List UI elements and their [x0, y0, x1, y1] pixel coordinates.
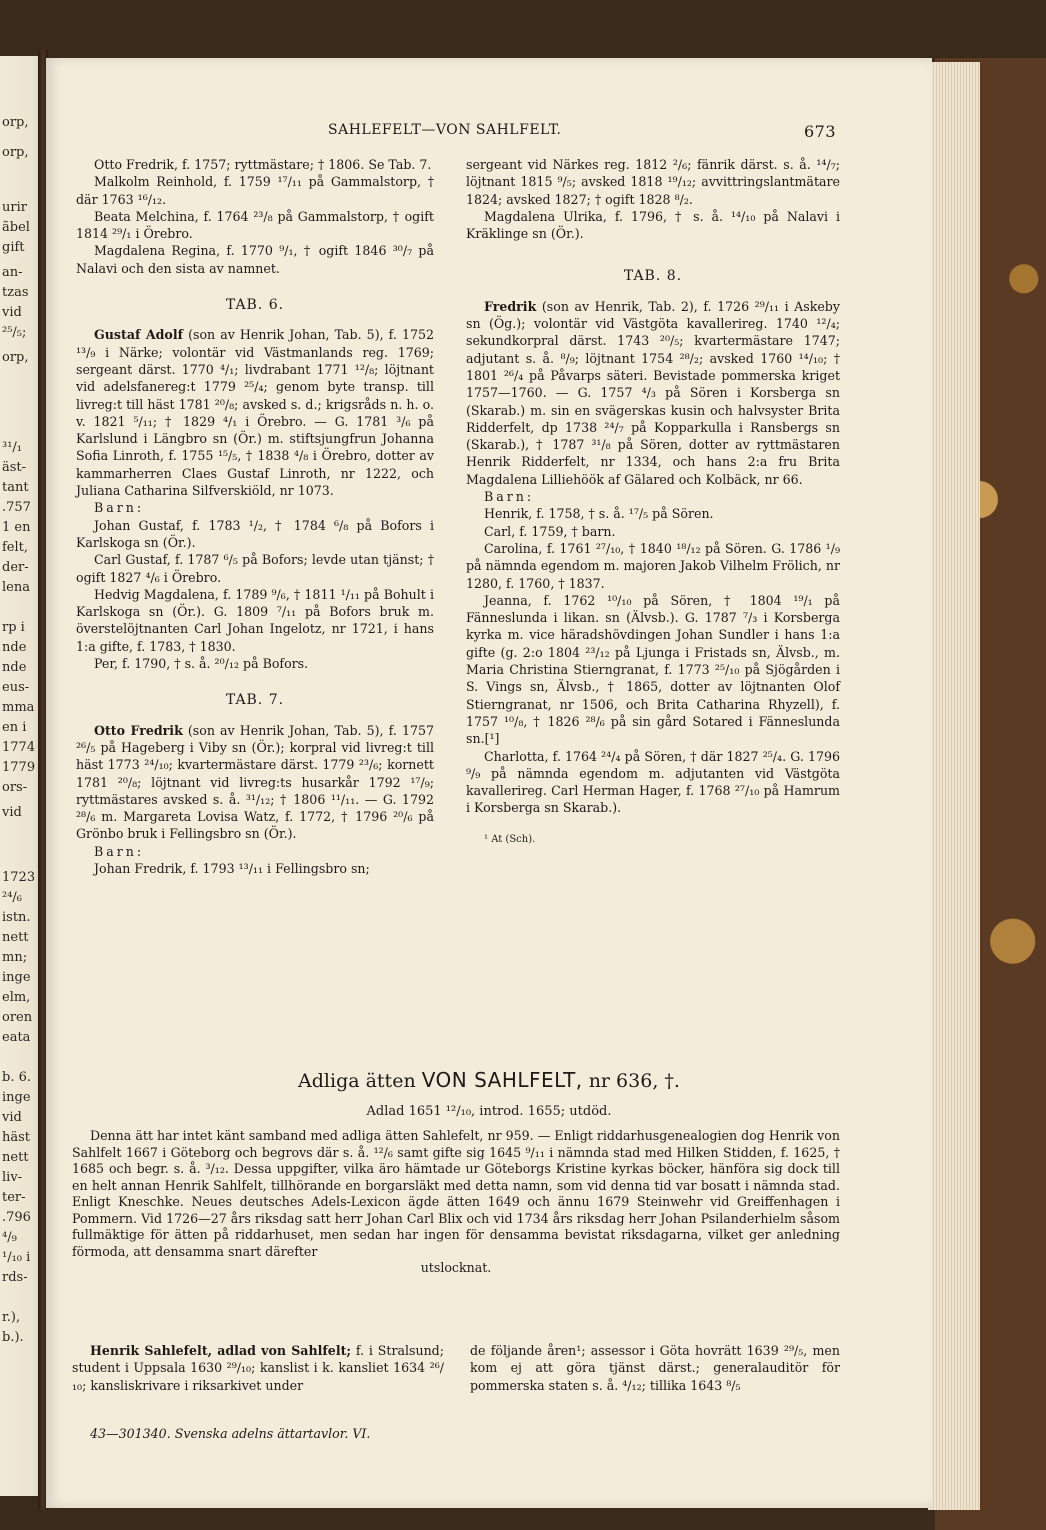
adjacent-page-fragment: felt, [2, 540, 29, 555]
adjacent-page-fragment: vid [2, 805, 22, 820]
adjacent-page-fragment: .796 [2, 1210, 31, 1225]
adjacent-page-fragment: häst [2, 1130, 31, 1145]
tab8-child: Carl, f. 1759, † barn. [484, 523, 616, 539]
left-column [76, 156, 434, 877]
entry-magdalena-ulrika: Magdalena Ulrika, f. 1796, † s. å. ¹⁴/₁₀ på Nalavi i Kräklinge sn (Ör.). [466, 208, 840, 242]
tab8-child: Henrik, f. 1758, † s. å. ¹⁷/₅ på Sören. [484, 506, 714, 522]
tab8-barn: Barn: [484, 489, 535, 505]
henrik-continued: de följande åren¹; assessor i Göta hovrätt 1639 ²⁹/₅, men kom ej att göra tjänst därst.; generalauditör för pommerska staten s. å. ⁴/₁₂; tillika 1643 ⁸/₅ [470, 1343, 840, 1393]
tab6-main [76, 326, 434, 499]
adjacent-page-fragment: inge [2, 970, 31, 985]
printer-signature [90, 1426, 370, 1441]
section-paragraph-text: Denna ätt har intet känt samband med adliga ätten Sahlefelt, nr 959. — Enligt riddarhusgenealogien dog Henrik von Sahlfelt 1667 i Göteborg och begrovs där s. å. ¹²/₆ samt gifte sig 1645 ⁹/₁₁ i nämnda stad med Hilken Stidden, f. 1625, † 1685 och begr. s. å. ³/₁₂. Dessa uppgifter, vilka äro hämtade ur Göteborgs Kristine kyrkas böcker, hänföra sig dock till en helt annan Henrik Sahlfelt, tillhörande en borgarsläkt med detta namn, som vid denna tid var bosatt i nämnda stad. Enligt Kneschke. Neues deutsches Adels-Lexicon ägde ätten 1649 och ännu 1679 Steinwehr vid Greiffenhagen i Pommern. Vid 1726—27 års riksdag satt herr Johan Carl Blix och vid 1734 års riksdag herr Johan Psilanderhielm såsom fullmäktige för ätten på riddarhuset, men sedan har ingen för densamma bevistat riksdagarna, vilket ger anledning förmoda, att densamma snart därefter [72, 1128, 840, 1259]
adjacent-page-fragment: eus- [2, 680, 30, 695]
adjacent-page-fragment: oren [2, 1010, 33, 1025]
adjacent-page-fragment: liv- [2, 1170, 23, 1185]
henrik-name: Henrik Sahlefelt, adlad von Sahlfelt; [90, 1343, 352, 1358]
adjacent-page-fragment: tzas [2, 285, 29, 300]
adjacent-page-fragment: nde [2, 640, 27, 655]
adjacent-page-fragment: tant [2, 480, 29, 495]
adjacent-page-fragment: lena [2, 580, 30, 595]
adjacent-page-fragment: ors- [2, 780, 28, 795]
adjacent-page-fragment: inge [2, 1090, 31, 1105]
running-header [46, 122, 932, 144]
adjacent-page-fragment: nde [2, 660, 27, 675]
adjacent-page-fragment: istn. [2, 910, 31, 925]
section-title-prefix: Adliga ätten [298, 1070, 422, 1092]
adjacent-page-fragment: ⁴/₉ [2, 1230, 17, 1245]
adjacent-page-fragment: rp i [2, 620, 25, 635]
henrik-text: f. i Stralsund; student i Uppsala 1630 ²⁹/₁₀; kanslist i k. kansliet 1634 ²⁶/₁₀; kansliskrivare i riksarkivet under [72, 1343, 444, 1393]
adjacent-page-fragment: ter- [2, 1190, 26, 1205]
tab6-name: Gustaf Adolf [94, 327, 184, 343]
entry-beata: Beata Melchina, f. 1764 ²³/₈ på Gammalstorp, † ogift 1814 ²⁹/₁ i Örebro. [76, 208, 434, 242]
adjacent-page-fragment: ²⁵/₅; [2, 325, 27, 340]
adjacent-page-fragment: vid [2, 305, 22, 320]
henrik-entry [72, 1342, 444, 1394]
tab6-child: Carl Gustaf, f. 1787 ⁶/₅ på Bofors; levde utan tjänst; † ogift 1827 ⁴/₆ i Örebro. [76, 552, 434, 585]
adjacent-page-fragment: mma [2, 700, 35, 715]
tab8-child: Jeanna, f. 1762 ¹⁰/₁₀ på Sören, † 1804 ¹⁹/₁ på Fänneslunda i likan. sn (Älvsb.). G. 1787 ⁷/₃ i Korsberga kyrka m. vice häradshövdingen Johan Sundler i hans 1:a gifte (g. 2:o 1804 ²³/₁₂ på Ljunga i Fristads sn, Älvsb., m. Maria Christina Stierngranat, f. 1773 ²⁵/₁₀ på Sjögården i S. Vings sn, Älvsb., † 1865, dotter av löjtnanten Olof Stierngranat, nr 1506, och Brita Catharina Rhyzell), f. 1757 ¹⁰/₈, † 1826 ²⁸/₆ på sin gård Sotared i Fänneslunda sn.[¹] [466, 592, 840, 747]
adjacent-page-fragment: en i [2, 720, 27, 735]
tab8-text: (son av Henrik, Tab. 2), f. 1726 ²⁹/₁₁ i Askeby sn (Ög.); volontär vid Västgöta kavallerireg. 1740 ¹²/₄; sekundkorpral därst. 1743 ²⁰/₅; kvartermästare 1747; adjutant s. å. ⁸/₉; löjtnant 1754 ²⁸/₂; avsked 1760 ¹⁴/₁₀; † 1801 ²⁶/₄ på Påvarps säteri. Bevistade pommerska kriget 1757—1760. — G. 1757 ⁴/₃ på Sören i Korsberga sn (Skarab.) m. sin en svägerskas kusin och halvsyster Brita Ridderfelt, dp 1738 ²⁴/₇ på Kopparkulla i Ransbergs sn (Skarab.), † 1787 ³¹/₈ på Sören, dotter av ryttmästaren Henrik Ridderfelt, nr 1334, och hans 2:a fru Brita Magdalena Lilliehöök af Gälared och Kolbäck, nr 66. [466, 298, 840, 487]
bottom-right-column [470, 1342, 840, 1394]
adjacent-page-fragment: elm, [2, 990, 31, 1005]
adjacent-page-fragment: nett [2, 930, 29, 945]
entry-otto: Otto Fredrik, f. 1757; ryttmästare; † 1806. Se Tab. 7. [94, 157, 432, 172]
right-column [466, 156, 840, 848]
adjacent-page-fragment: an- [2, 265, 23, 280]
adjacent-page-fragment: ²⁴/₆ [2, 890, 23, 905]
adjacent-page-fragment: äst- [2, 460, 27, 475]
adjacent-page-fragment: vid [2, 1110, 22, 1125]
entry-magdalena-regina: Magdalena Regina, f. 1770 ⁹/₁, † ogift 1846 ³⁰/₇ på Nalavi och den sista av namnet. [76, 243, 434, 276]
tab8-heading: TAB. 8. [623, 268, 683, 285]
adjacent-page-fragment: ³¹/₁ [2, 440, 23, 455]
adjacent-page-fragment: ¹/₁₀ i [2, 1250, 31, 1265]
adjacent-page-fragment: orp, [2, 145, 29, 160]
tab6-child: Per, f. 1790, † s. å. ²⁰/₁₂ på Bofors. [94, 656, 309, 672]
adjacent-page-fragment: urir [2, 200, 27, 215]
page-number: 673 [803, 122, 836, 141]
tab7-child: Johan Fredrik, f. 1793 ¹³/₁₁ i Fellingsbro sn; [94, 860, 370, 876]
tab6-text: (son av Henrik Johan, Tab. 5), f. 1752 ¹³/₉ i Närke; volontär vid Västmanlands reg. 1769; sergeant därst. 1770 ⁴/₁; livdrabant 1771 ¹²/₈; löjtnant vid adelsfanereg:t 1779 ²⁵/₄; genom byte transp. till livreg:t till häst 1781 ²⁰/₈; avsked s. d.; krigsråds n. h. o. v. 1821 ⁵/₁₁; † 1829 ⁴/₁ i Örebro. — G. 1781 ³/₆ på Karlslund i Längbro sn (Ör.) m. stiftsjungfrun Johanna Sofia Linroth, f. 1755 ¹⁵/₅, † 1838 ⁴/₈ i Örebro, dotter av kammarherren Claes Gustaf Linroth, nr 1222, och Juliana Catharina Silfverskiöld, nr 1073. [76, 327, 435, 499]
adjacent-page-fragment: .757 [2, 500, 31, 515]
adjacent-page-fragment: gift [2, 240, 25, 255]
entry-sergeant: sergeant vid Närkes reg. 1812 ²/₆; fänrik därst. s. å. ¹⁴/₇; löjtnant 1815 ⁹/₅; avsked 1818 ¹⁹/₁₂; avvittringslantmätare 1824; avsked 1827; † ogift 1828 ⁸/₂. [466, 157, 840, 207]
adjacent-page-fragment: 1779 [2, 760, 36, 775]
book-page [46, 58, 932, 1508]
adjacent-page-fragment: b.). [2, 1330, 24, 1345]
tab8-name: Fredrik [484, 298, 537, 314]
adjacent-page-fragment: nett [2, 1150, 29, 1165]
tab8-child: Charlotta, f. 1764 ²⁴/₄ på Sören, † där 1827 ²⁵/₄. G. 1796 ⁹/₉ på nämnda egendom m. adjutanten vid Västgöta kavallerireg. Carl Herman Hager, f. 1768 ²⁷/₁₀ på Hamrum i Korsberga sn Skarab.). [466, 748, 840, 816]
section-title [46, 1068, 932, 1092]
tab7-main [76, 722, 434, 843]
adjacent-page-fragment: b. 6. [2, 1070, 31, 1085]
tab6-child: Johan Gustaf, f. 1783 ¹/₂, † 1784 ⁶/₈ på Bofors i Karlskoga sn (Ör.). [76, 517, 434, 550]
tab6-child: Hedvig Magdalena, f. 1789 ⁹/₆, † 1811 ¹/₁₁ på Bohult i Karlskoga sn (Ör.). G. 1809 ⁷/₁₁ på Bofors bruk m. överstelöjtnanten Carl Johan Ingelotz, nr 1721, i hans 1:a gifte, f. 1783, † 1830. [76, 586, 434, 654]
section-paragraph-end: utslocknat. [420, 1260, 492, 1275]
tab7-barn: Barn: [94, 843, 145, 859]
adjacent-page-fragment: rds- [2, 1270, 28, 1285]
adjacent-page-fragment: mn; [2, 950, 28, 965]
tab8-child: Carolina, f. 1761 ²⁷/₁₀, † 1840 ¹⁸/₁₂ på Sören. G. 1786 ¹/₉ på nämnda egendom m. majoren Jakob Vilhelm Frölich, nr 1280, f. 1760, † 1837. [466, 540, 840, 591]
tab6-heading: TAB. 6. [225, 297, 285, 314]
footnote: ¹ At (Sch). [484, 833, 536, 845]
signature-text: 43—301340. Svenska adelns ättartavlor. VI. [90, 1426, 371, 1441]
adjacent-page-fragment: 1723 [2, 870, 36, 885]
page-stack-edge [928, 62, 980, 1510]
adjacent-page-fragment: orp, [2, 115, 29, 130]
tab7-name: Otto Fredrik [94, 722, 183, 738]
section-adlad: Adlad 1651 ¹²/₁₀, introd. 1655; utdöd. [366, 1104, 612, 1119]
bottom-left-column [72, 1342, 444, 1394]
section-title-name: VON SAHLFELT, [421, 1068, 583, 1092]
tab7-text: (son av Henrik Johan, Tab. 5), f. 1757 ²⁶/₅ på Hageberg i Viby sn (Ör.); korpral vid livreg:t till häst 1773 ²⁴/₁₀; kvartermästare därst. 1779 ²³/₆; kornett 1781 ²⁰/₈; löjtnant vid livreg:ts husarkår 1792 ¹⁷/₉; ryttmästares avsked s. å. ³¹/₁₂; † 1806 ¹¹/₁₁. — G. 1792 ²⁸/₆ m. Margareta Lovisa Watz, f. 1772, † 1796 ²⁰/₆ på Grönbo bruk i Fellingsbro sn (Ör.). [76, 722, 434, 842]
entry-malkolm: Malkolm Reinhold, f. 1759 ¹⁷/₁₁ på Gammalstorp, † där 1763 ¹⁶/₁₂. [76, 174, 434, 207]
tab8-main [466, 298, 840, 488]
adjacent-page-fragment: eata [2, 1030, 31, 1045]
header-title: SAHLEFELT—VON SAHLFELT. [328, 122, 562, 138]
adjacent-page-fragment: 1774 [2, 740, 36, 755]
tab7-heading: TAB. 7. [225, 692, 285, 709]
tab6-barn: Barn: [94, 500, 145, 516]
adjacent-page-fragment: orp, [2, 350, 29, 365]
adjacent-page-fragment: ãbel [2, 220, 30, 235]
section-paragraph [72, 1128, 840, 1277]
adjacent-page-fragment: r.), [2, 1310, 21, 1325]
adjacent-page-fragment: 1 en [2, 520, 31, 535]
adjacent-page-fragment: der- [2, 560, 29, 575]
adjacent-page-edge [0, 56, 42, 1496]
section-title-suffix: nr 636, †. [582, 1070, 680, 1092]
